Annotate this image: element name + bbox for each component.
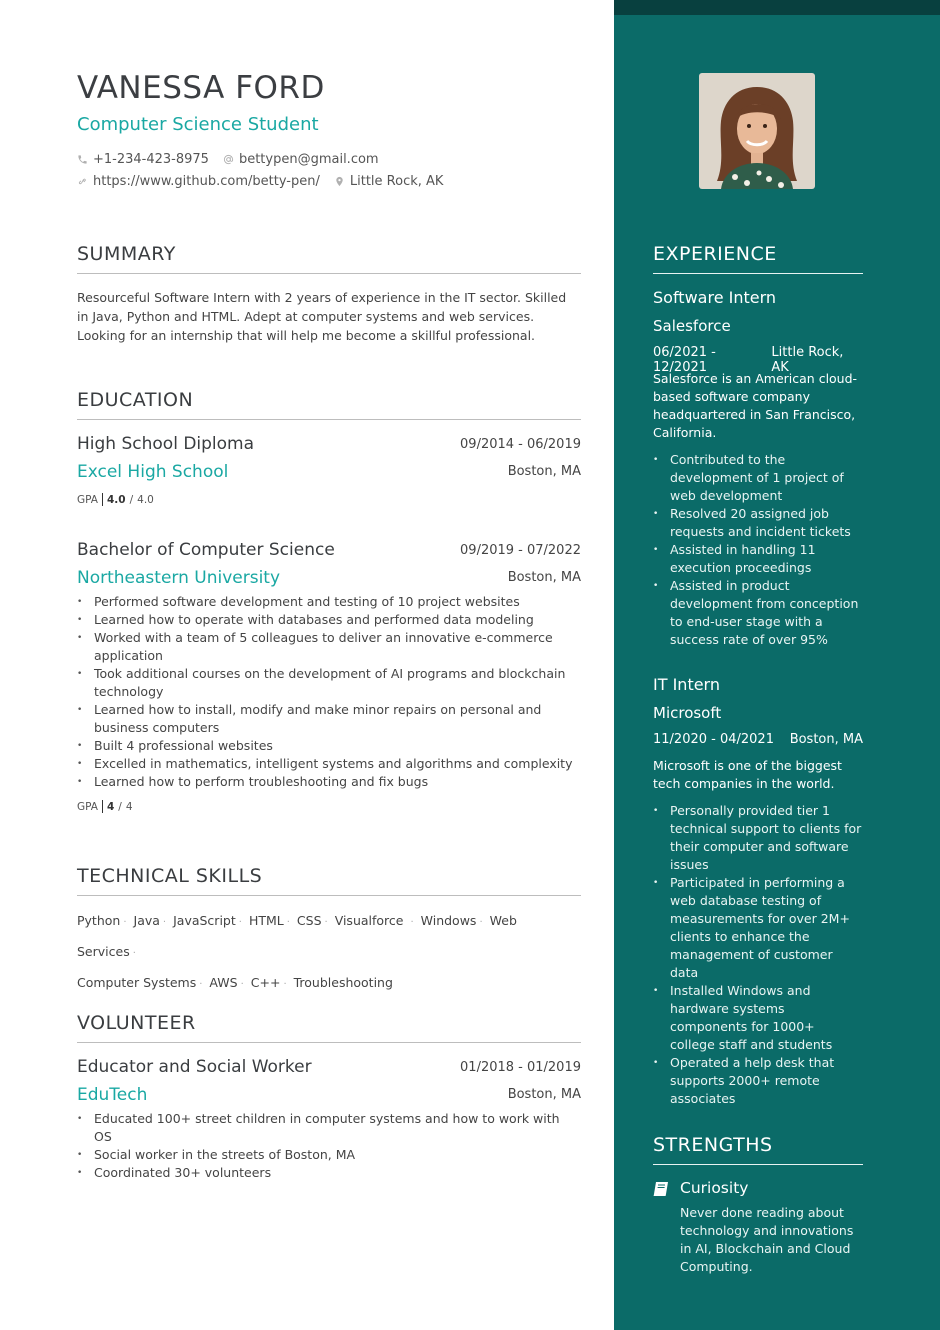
job-location: Boston, MA — [789, 732, 863, 747]
skill-tag: Computer Systems — [77, 975, 197, 990]
skill-tag: CSS — [296, 913, 322, 928]
job-location: Little Rock, AK — [771, 345, 844, 375]
education-location: Boston, MA — [507, 570, 581, 585]
education-location: Boston, MA — [507, 464, 581, 479]
skills-list: Python · Java · JavaScript · HTML · CSS · Visualforce · Windows · Web Services · Computer Systems · AWS · C++ · Troubleshooting — [77, 913, 517, 990]
gpa-label: GPA — [77, 800, 98, 813]
job-title: IT Intern — [653, 675, 720, 694]
strength-title: Curiosity — [680, 1179, 749, 1197]
list-item: • Social worker in the streets of Boston, MA — [77, 1146, 581, 1164]
education-degree: Bachelor of Computer Science — [77, 540, 335, 560]
education-bullets — [77, 593, 581, 791]
list-item: • Contributed to the development of 1 project of web development — [653, 451, 863, 505]
contact-row-2 — [77, 174, 443, 189]
email-text: bettypen@gmail.com — [238, 152, 379, 167]
profile-photo — [699, 73, 815, 189]
gpa-separator — [102, 493, 103, 506]
contact-website[interactable] — [77, 174, 320, 189]
volunteer-org: EduTech — [77, 1085, 148, 1105]
education-gpa — [77, 493, 154, 506]
company-name: Microsoft — [653, 704, 722, 722]
list-item: • Educated 100+ street children in computer systems and how to work with OS — [77, 1110, 581, 1146]
candidate-role: Computer Science Student — [77, 114, 319, 135]
volunteer-location: Boston, MA — [507, 1087, 581, 1102]
list-item: • Excelled in mathematics, intelligent systems and algorithms and complexity — [77, 755, 581, 773]
list-item: • Participated in performing a web database testing of measurements for over 2M+ clients to enhance the management of customer data — [653, 874, 863, 982]
skill-tag: Visualforce — [334, 913, 404, 928]
list-item: • Assisted in handling 11 execution proceedings — [653, 541, 863, 577]
skill-tag: C++ — [250, 975, 281, 990]
strengths-heading: STRENGTHS — [653, 1134, 863, 1165]
list-item: • Installed Windows and hardware systems components for 1000+ college staff and students — [653, 982, 863, 1054]
contact-location — [334, 174, 444, 189]
list-item: • Worked with a team of 5 colleagues to deliver an innovative e-commerce application — [77, 629, 581, 665]
education-dates: 09/2019 - 07/2022 — [460, 543, 581, 558]
list-item: • Took additional courses on the development of AI programs and blockchain technology — [77, 665, 581, 701]
skill-tag: JavaScript — [173, 913, 236, 928]
skill-tag: Python — [77, 913, 121, 928]
contact-email[interactable] — [223, 152, 379, 167]
list-item: • Learned how to install, modify and make minor repairs on personal and business computers — [77, 701, 581, 737]
job-dates: 11/2020 - 04/2021 — [653, 732, 774, 747]
volunteer-bullets — [77, 1110, 581, 1182]
gpa-value: 4 — [106, 800, 115, 813]
contact-phone — [77, 152, 209, 167]
company-description: Salesforce is an American cloud-based software company headquartered in San Francisco, California. — [653, 371, 858, 440]
education-degree: High School Diploma — [77, 434, 255, 454]
skill-tag: Windows — [420, 913, 477, 928]
at-icon — [223, 154, 234, 165]
list-item: • Operated a help desk that supports 2000+ remote associates — [653, 1054, 863, 1108]
candidate-name: VANESSA FORD — [77, 70, 325, 106]
sidebar-column — [614, 0, 940, 1330]
summary-text: Resourceful Software Intern with 2 years of experience in the IT sector. Skilled in Java, Python and HTML. Adept at computer systems and web services. Looking for an internship that will help me become a skillful professional. — [77, 290, 567, 343]
link-icon — [77, 176, 88, 187]
education-gpa — [77, 800, 133, 813]
skill-tag: AWS — [209, 975, 238, 990]
strength-description: Never done reading about technology and innovations in AI, Blockchain and Cloud Computing. — [680, 1205, 854, 1274]
website-text: https://www.github.com/betty-pen/ — [93, 174, 320, 189]
skill-tag: Java — [133, 913, 160, 928]
list-item: • Learned how to operate with databases and performed data modeling — [77, 611, 581, 629]
job-dates: 06/2021 - 12/2021 — [653, 345, 716, 375]
gpa-max: 4.0 — [137, 493, 154, 506]
contact-row-1 — [77, 152, 379, 167]
skill-tag: Web Services — [77, 913, 517, 959]
job-dates-row — [653, 732, 863, 747]
education-heading: EDUCATION — [77, 389, 581, 420]
list-item: • Assisted in product development from conception to end-user stage with a success rate of over 95% — [653, 577, 863, 649]
skills-heading: TECHNICAL SKILLS — [77, 865, 581, 896]
list-item: • Performed software development and testing of 10 project websites — [77, 593, 581, 611]
profile-portrait-image — [699, 73, 815, 189]
list-item: • Resolved 20 assigned job requests and incident tickets — [653, 505, 863, 541]
skill-tag: HTML — [248, 913, 284, 928]
job-bullets — [653, 451, 863, 649]
volunteer-role: Educator and Social Worker — [77, 1057, 312, 1077]
gpa-slash: / — [118, 800, 122, 813]
gpa-value: 4.0 — [106, 493, 126, 506]
company-description: Microsoft is one of the biggest tech companies in the world. — [653, 758, 842, 791]
location-pin-icon — [334, 176, 345, 187]
skill-tag: Troubleshooting — [293, 975, 393, 990]
education-school: Excel High School — [77, 462, 229, 482]
phone-icon — [77, 154, 88, 165]
list-item: • Built 4 professional websites — [77, 737, 581, 755]
book-icon — [653, 1181, 671, 1197]
education-dates: 09/2014 - 06/2019 — [460, 437, 581, 452]
phone-text: +1-234-423-8975 — [93, 152, 209, 167]
gpa-label: GPA — [77, 493, 98, 506]
location-text: Little Rock, AK — [349, 174, 444, 189]
gpa-max: 4 — [125, 800, 133, 813]
company-name: Salesforce — [653, 317, 731, 335]
list-item: • Coordinated 30+ volunteers — [77, 1164, 581, 1182]
list-item: • Learned how to perform troubleshooting and fix bugs — [77, 773, 581, 791]
job-bullets — [653, 802, 863, 1108]
sidebar-top-bar — [614, 0, 940, 15]
education-school: Northeastern University — [77, 568, 281, 588]
job-title: Software Intern — [653, 288, 777, 307]
list-item: • Personally provided tier 1 technical support to clients for their computer and software issues — [653, 802, 863, 874]
gpa-slash: / — [129, 493, 134, 506]
experience-heading: EXPERIENCE — [653, 243, 863, 274]
gpa-separator — [102, 800, 103, 813]
volunteer-heading: VOLUNTEER — [77, 1012, 581, 1043]
summary-heading: SUMMARY — [77, 243, 581, 274]
volunteer-dates: 01/2018 - 01/2019 — [460, 1060, 581, 1075]
